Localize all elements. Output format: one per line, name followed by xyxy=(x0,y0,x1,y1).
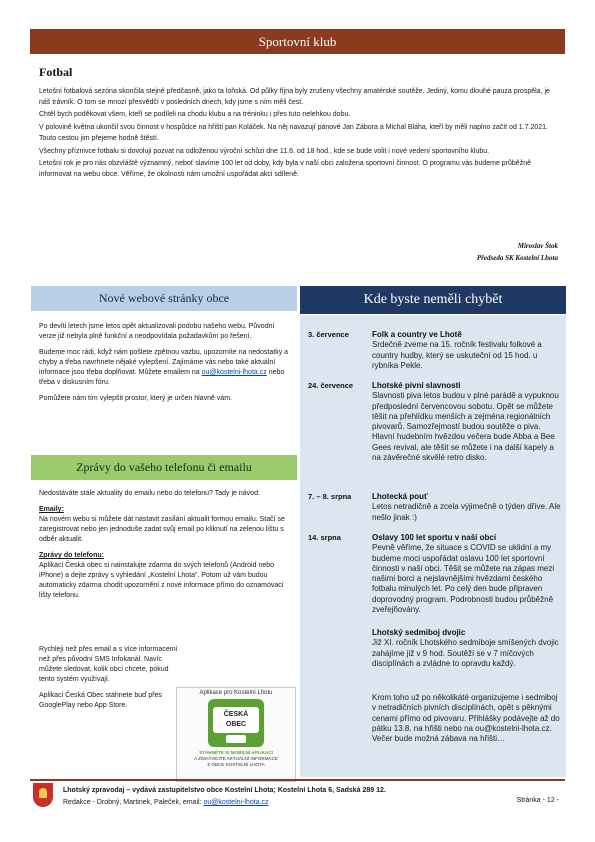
event-text: Letos netradičně a zcela výjimečně o týden dříve. Ale nešlo jinak :) xyxy=(372,502,561,522)
event-date: 7. – 8. srpna xyxy=(308,492,352,501)
event-text: Pevně věříme, že situace s COVID se uklidní a my budeme moci uspořádat oslavu 100 let sportovní činnosti v naší obci. Těšit se můžete na zápas mezi našimi borci a nejslavnějšími hvězdami českého fotbalu minulých let. Po celý den bude připraven doprovodný program. Podrobnosti budou průběžně zveřejňovány. xyxy=(372,543,555,615)
web-article xyxy=(39,322,293,410)
email-text: Na novém webu si můžete dát nastavit zasílání aktualit formou emailu. Stačí se zaregistrovat nebo jen jednoduše zadat svůj email po kliknutí na zelenou lištu s odběr aktualit. xyxy=(39,516,285,543)
app-subtext: STÁHNĚTE SI MOBILNÍ APLIKACI A ZÍSKÁVEJTE AKTUÁLNÍ INFORMACE Z OBCE KOSTELNÍ LHOTA xyxy=(194,750,278,767)
phone-article xyxy=(39,489,293,607)
signature-role: Předseda SK Kostelní Lhota xyxy=(476,254,558,262)
email-heading: Emaily: xyxy=(39,506,64,513)
event-text: Krom toho už po několikáté organizujeme i sedmiboj v netradičních pivních disciplínách, opět s pěknými cenami přímo od pivovaru. Přihlášky podávejte až do pátku 13.8. na hřišti nebo na ou@kostelni-lhota.cz. Večer bude možná zábava na hřišti… xyxy=(372,693,560,744)
phone-intro: Nedostáváte stále aktuality do emailu nebo do telefonu? Tady je návod: xyxy=(39,490,260,497)
app-caption: Aplikace pro Kostelní Lhotu xyxy=(199,690,273,696)
web-paragraph: Budeme moc rádi, když nám pošlete zpětnou vazbu, upozorníte na nedostatky a chyby a třeba navrhnete nějaké vylepšení. Zajímáme vás nebo také aktuální informace jsou třeba doplňovat. Můžete emailem na ou@kostelni-lhota.cz nebo třeba v diskusním fóru. xyxy=(39,349,289,386)
phone-section-title: Zprávy do vašeho telefonu či emailu xyxy=(31,455,297,480)
event-title: Lhotský sedmiboj dvojic xyxy=(372,628,466,637)
web-paragraph: Pomůžete nám tím vylepšit prostor, který je určen hlavně vám. xyxy=(39,395,232,402)
event-date: 14. srpna xyxy=(308,533,341,542)
events-section-title: Kde byste neměli chybět xyxy=(300,286,566,314)
phone-quick xyxy=(39,645,179,717)
fotbal-paragraph: Všechny příznivce fotbalu si dovoluji pozvat na odloženou výroční schůzi dne 11.6. od 18 hod., kde se bude volit i nové vedení sportovního klubu. xyxy=(39,147,490,155)
page-number: Stránka - 12 - xyxy=(516,797,559,804)
event-title: Oslavy 100 let sportu v naší obci xyxy=(372,533,497,542)
footer-line: Redakce - Drobný, Martinek, Paleček, email: ou@kostelni-lhota.cz xyxy=(63,799,269,806)
phone-heading: Zprávy do telefonu: xyxy=(39,552,104,559)
footer-line: Lhotský zpravodaj – vydává zastupitelstvo obce Kostelní Lhota; Kostelní Lhota 6, Sadská 289 12. xyxy=(63,787,386,794)
fotbal-title: Fotbal xyxy=(39,65,73,79)
signature-name: Miroslav Štok xyxy=(517,242,558,250)
coat-of-arms-icon xyxy=(33,783,53,807)
event-text: Srdečně zveme na 15. ročník festivalu folkové a country hudby, který se uskuteční od 15 hod. u rybníka Pekle. xyxy=(372,340,542,370)
event-title: Folk a country ve Lhotě xyxy=(372,330,462,339)
ceska-obec-logo-icon xyxy=(208,699,264,747)
web-paragraph: Po devíti letech jsme letos opět aktualizovali podobu našeho webu. Původní verze již nebyla plně funkční a neodpovídala požadavkům po řešení. xyxy=(39,323,275,340)
web-section-title: Nové webové stránky obce xyxy=(31,286,297,311)
footer xyxy=(63,785,386,809)
event-date: 3. července xyxy=(308,330,349,339)
fotbal-paragraph: Letošní fotbalová sezóna skončila stejně předčasně, jako ta loňská. Od půlky října byly zrušeny všechny amatérské soutěže. Jediný, komu dlouhé pauza prospěla, je náš trávník. O tom se mnozí přesvědčí v posledních dnech, kdy jsme s ním měli čest. xyxy=(39,88,550,106)
event-title: Lhotecká pouť xyxy=(372,492,428,501)
quick-text: Rychleji než přes email a s více informacemi než přes původní SMS Infokanál. Navíc můžete sledovat, kolik obcí chcete, pokud tento systém využívají. xyxy=(39,646,178,683)
fotbal-paragraph: Letošní rok je pro nás obzvláště významný, neboť slavíme 100 let od doby, kdy byla v naší obci založena sportovní činnost. O programu vás budeme průběžně informovat na webu obce. Věříme, že okolnosti nám umožní uspořádat akci sdíleně. xyxy=(39,160,531,178)
fotbal-article xyxy=(39,87,561,183)
phone-text: Aplikaci Česká obec si nainstalujte zdarma do svých telefonů (Android nebo iPhone) a dejte zprávy s vyhledání „Kostelní Lhota“. Potom už vám budou automaticky zdarma chodit upozornění z nové informace přímo do oznamovací lišty telefonu. xyxy=(39,562,284,599)
event-text: Slavnosti piva letos budou v plné parádě a vypuknou předposlední červencovou sobotu. Opět se můžete těšit na přehlídku menších a zejména regionálních pivovarů. Samozřejmostí budou soutěže o piva. Hlavní hudebním hvězdou večera bude Abba a Bee Gees revival, ale těšit se můžete i na další kapely a na závěrečné skvělé retro disko. xyxy=(372,391,559,463)
signature xyxy=(477,240,558,264)
app-promo xyxy=(176,687,296,782)
event-date: 24. července xyxy=(308,381,354,390)
footer-divider xyxy=(30,779,565,781)
store-text: Aplikaci Česká Obec stáhnete buď přes GooglePlay nebo App Store. xyxy=(39,692,162,709)
event-text: Již XI. ročník Lhotského sedmiboje smíšených dvojic zahájíme již v 9 hod. Soutěží se v 7 míčových disciplínách a zvládne to opravdu každý. xyxy=(372,638,559,668)
fotbal-paragraph: V polovině května ukončil svou činnost v hospůdce na hřišti pan Koláček. Na něj navazují pánové Jan Zábora a Michal Bláha, kteří by měli naplno začít od 1.7.2021. Touto cestou jim přejeme hodně štěstí. xyxy=(39,124,548,142)
app-logo-line: ČESKÁ xyxy=(223,711,249,718)
fotbal-paragraph: Chtěl bych poděkovat všem, kteří se podíleli na chodu klubu a na tréninku i přes tuto nelehkou dobu. xyxy=(39,111,351,119)
email-link[interactable]: ou@kostelni-lhota.cz xyxy=(201,369,267,376)
event-title: Lhotské pivní slavnosti xyxy=(372,381,461,390)
footer-email-link[interactable]: ou@kostelni-lhota.cz xyxy=(203,799,269,806)
section-header: Sportovní klub xyxy=(30,29,565,54)
app-logo-line: OBEC xyxy=(225,721,247,728)
